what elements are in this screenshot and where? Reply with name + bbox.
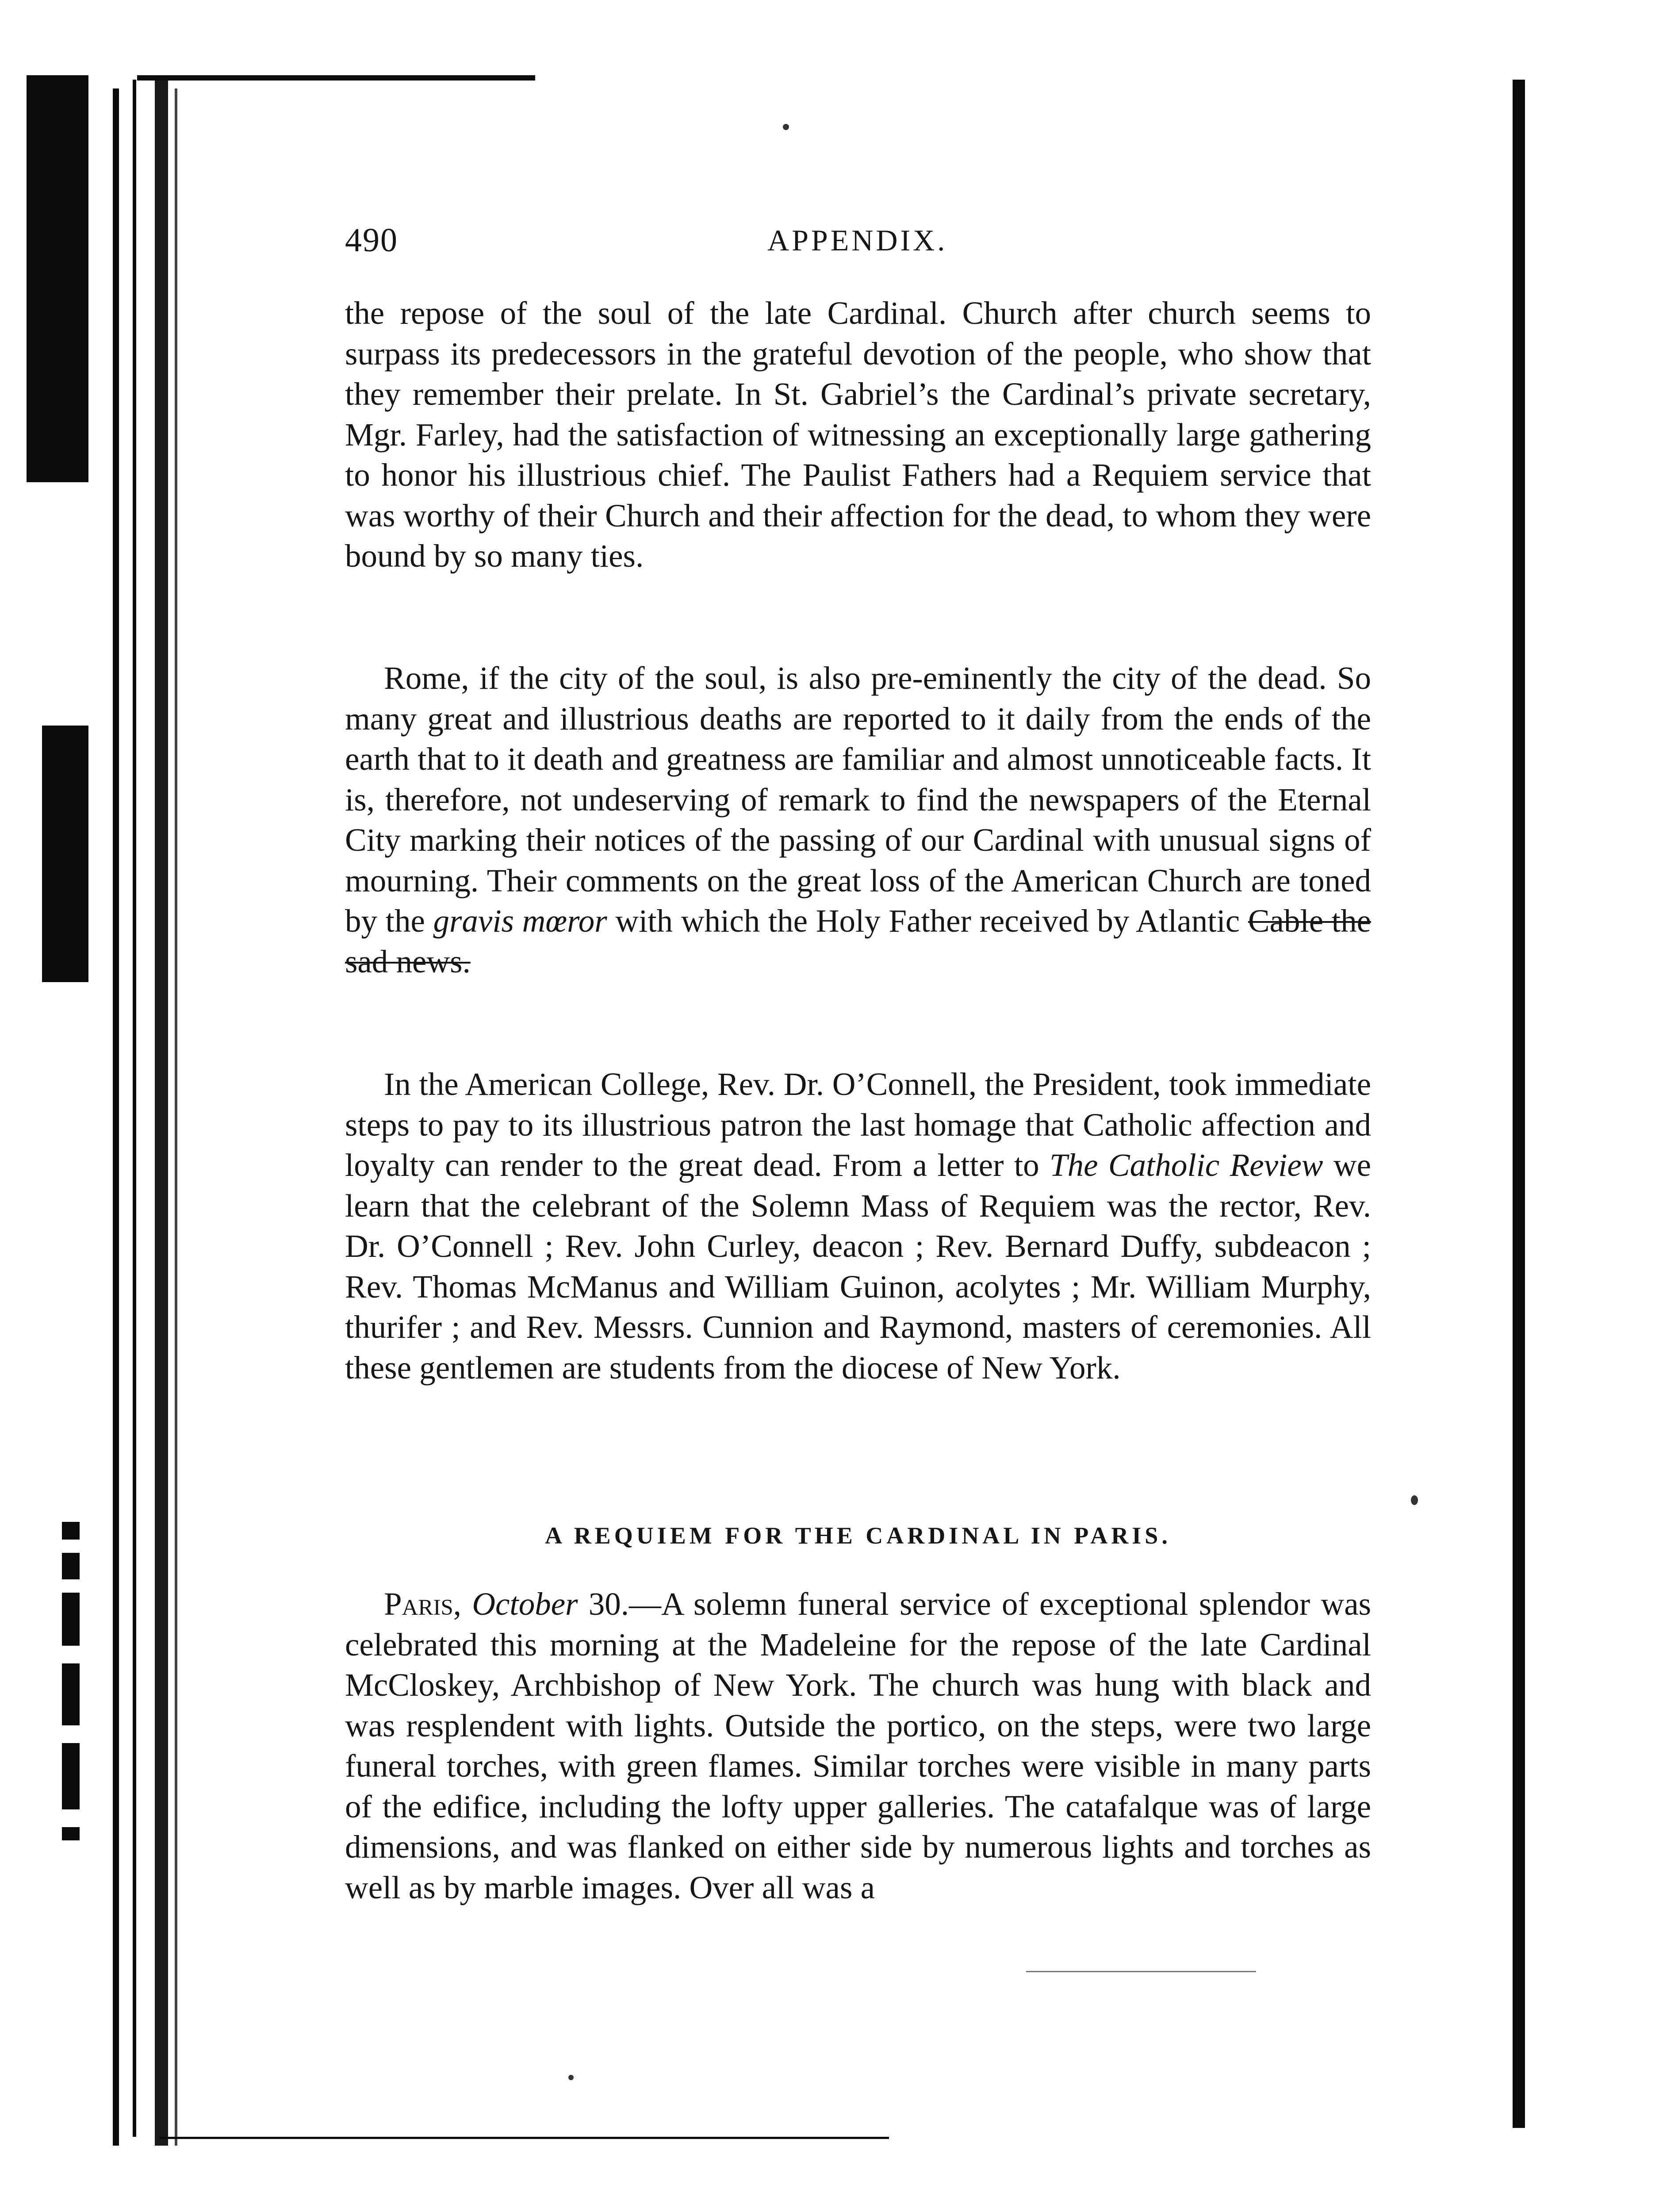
scan-top-edge	[137, 75, 535, 81]
scan-gutter-line	[113, 88, 119, 2146]
page-header	[345, 221, 1362, 270]
scan-gutter-line	[175, 88, 177, 2146]
paragraph-1	[345, 293, 1371, 576]
paragraph-1-text: the repose of the soul of the late Cardinal. Church after church seems to surpass its predecessors in the grateful devotion of the people, who show that they remember their prelate. In St. Gabriel’s the Cardinal’s private secretary, Mgr. Farley, had the satisfaction of witnessing an exceptionally large gathering to honor his illustrious chief. The Paulist Fathers had a Requiem service that was worthy of their Church and their affection for the dead, to whom they were bound by so many ties.	[345, 295, 1371, 574]
paragraph-2	[345, 658, 1371, 982]
scan-speck	[568, 2075, 574, 2080]
scan-speck	[1411, 1495, 1418, 1505]
paragraph-2-struck-text: Cable the sad news.	[345, 903, 1371, 979]
running-head: APPENDIX.	[767, 223, 948, 257]
paragraph-4	[345, 1584, 1371, 1908]
dateline-date: October	[472, 1586, 578, 1622]
scan-margin-marks	[62, 1522, 80, 1840]
scan-bottom-edge	[159, 2137, 889, 2139]
scan-speck	[1026, 1971, 1256, 1972]
scan-right-edge	[1513, 80, 1525, 2128]
section-heading: A REQUIEM FOR THE CARDINAL IN PARIS.	[545, 1522, 1171, 1549]
paragraph-3	[345, 1064, 1371, 1388]
paragraph-4-text	[345, 1584, 1371, 1908]
paragraph-3-italic: The Catholic Review	[1050, 1147, 1323, 1183]
scan-binding-shadow	[42, 726, 88, 982]
dateline-place: Paris,	[384, 1586, 462, 1622]
scan-speck	[783, 124, 789, 130]
paragraph-2-text	[345, 658, 1371, 982]
page-number: 490	[345, 222, 398, 259]
scan-binding-shadow	[27, 75, 88, 482]
paragraph-3-text	[345, 1064, 1371, 1388]
paragraph-3-part1: In the American College, Rev. Dr. O’Connell, the President, took immediate steps to pay to its illustrious patron the last homage that Catholic affection and loyalty can render to the great dead. From a letter to	[345, 1066, 1371, 1183]
paragraph-3-part2: we learn that the celebrant of the Solemn Mass of Requiem was the rector, Rev. Dr. O’Connell ; Rev. John Curley, deacon ; Rev. Bernard Duffy, subdeacon ; Rev. Thomas McManus and William Guinon, acolytes ; Mr. William Murphy, thurifer ; and Rev. Messrs. Cunnion and Raymond, masters of ceremonies. All these gentlemen are students from the diocese of New York.	[345, 1147, 1371, 1386]
paragraph-2-italic: gravis mœror	[433, 903, 607, 939]
paragraph-2-part1: Rome, if the city of the soul, is also pre-eminently the city of the dead. So many great and illustrious deaths are reported to it daily from the ends of the earth that to it death and greatness are familiar and almost unnoticeable facts. It is, therefore, not undeserving of remark to find the newspapers of the Eternal City marking their notices of the passing of our Cardinal with unusual signs of mourning. Their comments on the great loss of the American Church are toned by the	[345, 660, 1371, 939]
scan-gutter-line	[155, 75, 168, 2146]
paragraph-2-part2: with which the Holy Father received by Atlantic	[607, 903, 1248, 939]
scan-gutter-line	[133, 80, 136, 2137]
paragraph-4-part1: 30.—A solemn funeral service of exceptional splendor was celebrated this morning at the Madeleine for the repose of the late Cardinal McCloskey, Archbishop of New York. The church was hung with black and was resplendent with lights. Outside the portico, on the steps, were two large funeral torches, with green flames. Similar torches were visible in many parts of the edifice, including the lofty upper galleries. The catafalque was of large dimensions, and was flanked on either side by numerous lights and torches as well as by marble images. Over all was a	[345, 1586, 1372, 1905]
